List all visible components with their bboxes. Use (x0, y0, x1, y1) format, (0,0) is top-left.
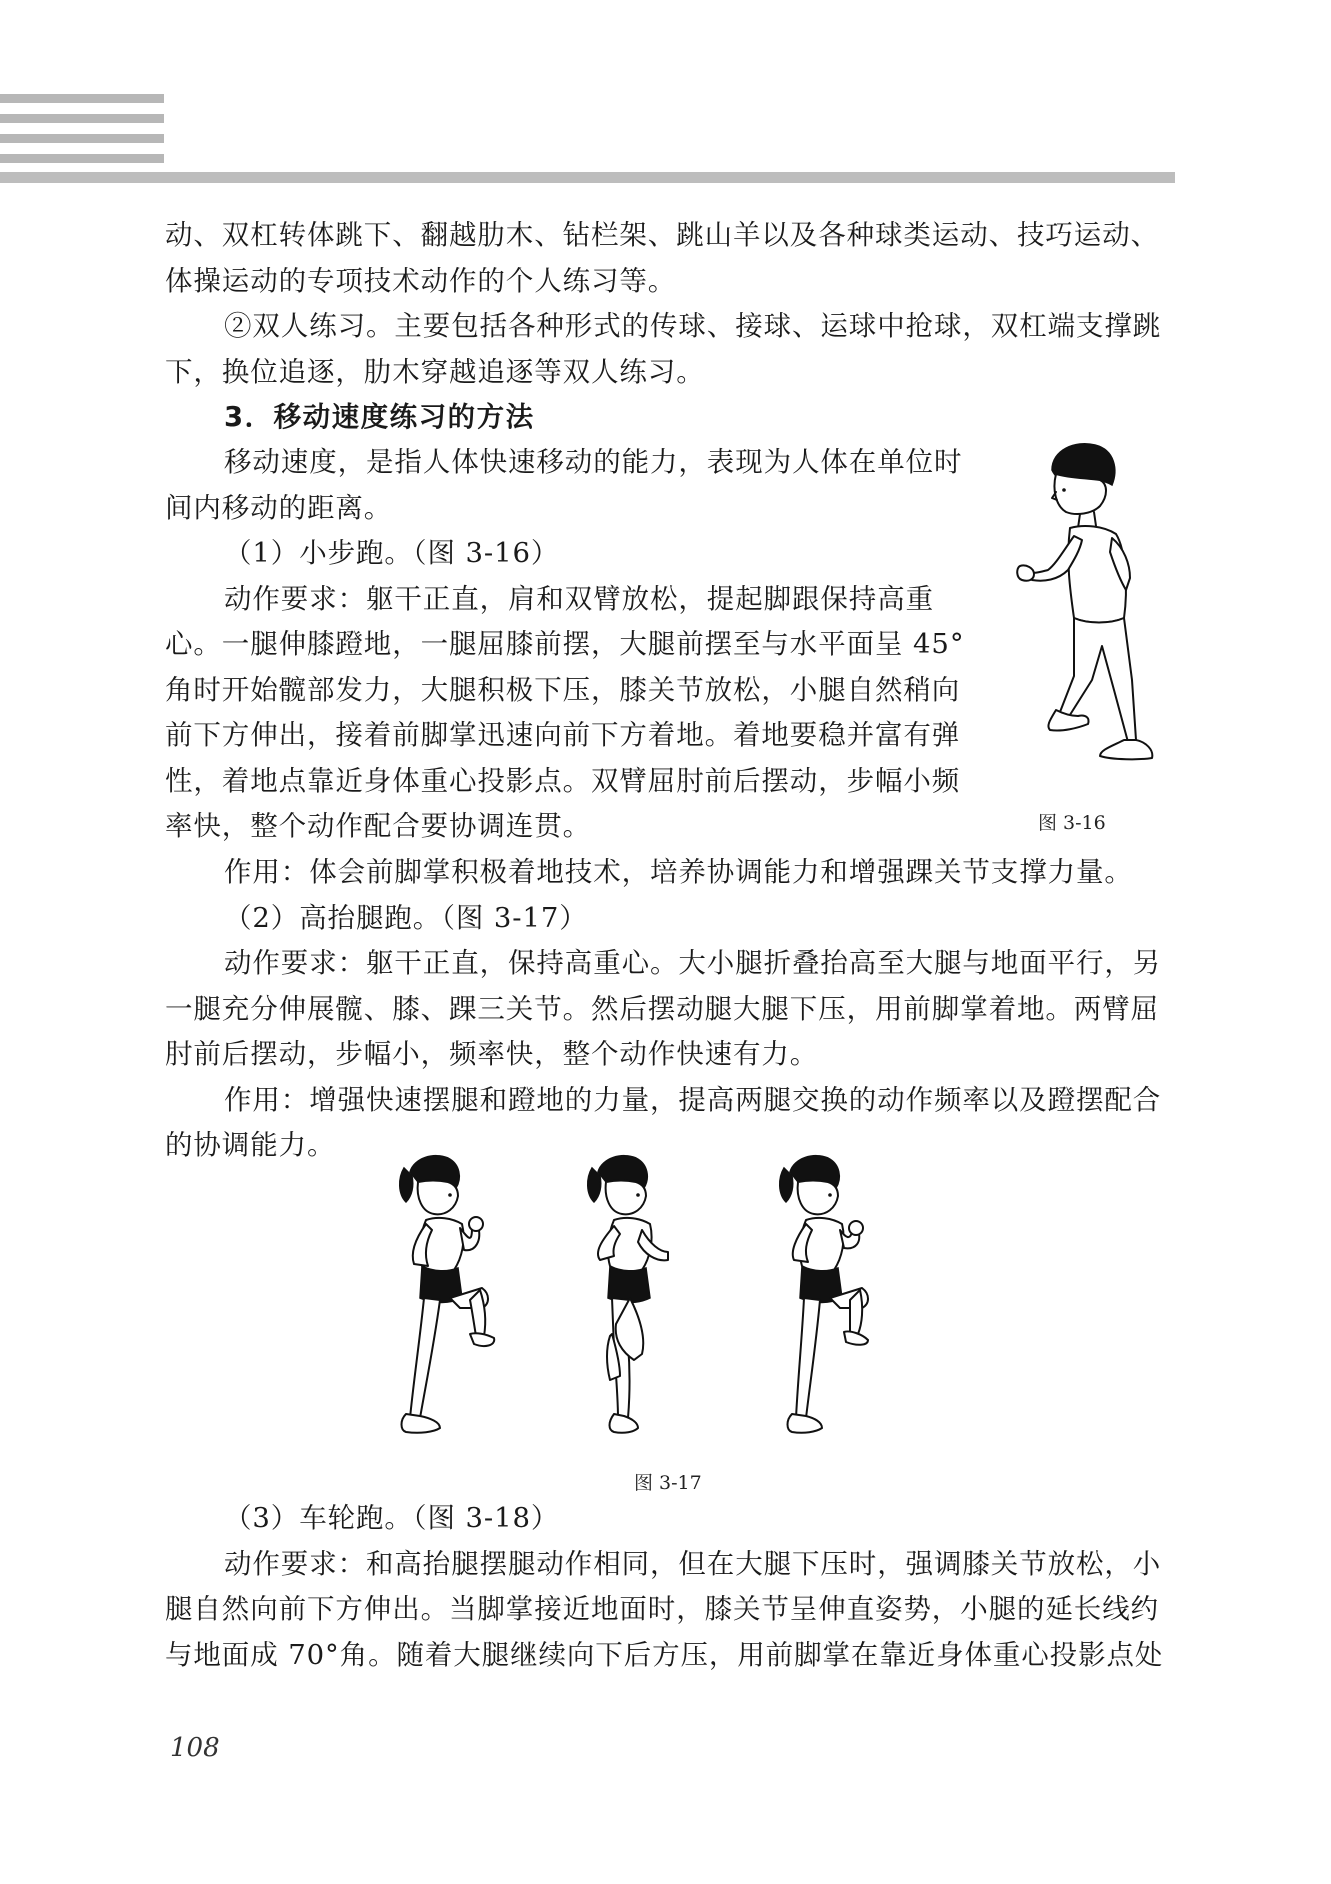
girls-high-knee-illustration (390, 1148, 950, 1458)
paragraph-line: 移动速度，是指人体快速移动的能力，表现为人体在单位时 (224, 446, 963, 478)
subsection-heading: （2）高抬腿跑。（图 3-17） (224, 901, 588, 934)
figure-3-17-caption: 图 3-17 (634, 1472, 702, 1494)
paragraph-line: 动、双杠转体跳下、翻越肋木、钻栏架、跳山羊以及各种球类运动、技巧运动、 (165, 219, 1159, 251)
body-text-small-step (165, 440, 985, 850)
paragraph-line: 率快，整个动作配合要协调连贯。 (165, 810, 591, 842)
paragraph-line: 肘前后摆动，步幅小，频率快，整个动作快速有力。 (165, 1038, 819, 1070)
boy-running-illustration (1000, 440, 1160, 790)
paragraph-line: 性，着地点靠近身体重心投影点。双臂屈肘前后摆动，步幅小频 (165, 764, 961, 797)
header-bar (0, 114, 164, 123)
paragraph-line: 间内移动的距离。 (165, 491, 393, 524)
figure-3-16-caption: 图 3-16 (1038, 812, 1106, 834)
paragraph-line: 一腿充分伸展髋、膝、踝三关节。然后摆动腿大腿下压，用前脚掌着地。两臂屈 (165, 992, 1159, 1025)
paragraph-line: 作用：体会前脚掌积极着地技术，培养协调能力和增强踝关节支撑力量。 (224, 856, 1133, 888)
subsection-heading: （3）车轮跑。（图 3-18） (224, 1502, 560, 1534)
paragraph-line: 动作要求：躯干正直，保持高重心。大小腿折叠抬高至大腿与地面平行，另 (224, 947, 1162, 979)
paragraph-line: 作用：增强快速摆腿和蹬地的力量，提高两腿交换的动作频率以及蹬摆配合 (224, 1083, 1162, 1116)
header-bar (0, 94, 164, 103)
page-number: 108 (170, 1733, 220, 1763)
body-text-wheel-run (165, 1496, 1175, 1678)
header-bar (0, 134, 164, 143)
paragraph-line: 与地面成 70°角。随着大腿继续向下后方压，用前脚掌在靠近身体重心投影点处 (165, 1638, 1164, 1671)
paragraph-line: 前下方伸出，接着前脚掌迅速向前下方着地。着地要稳并富有弹 (165, 719, 961, 751)
paragraph-line: ②双人练习。主要包括各种形式的传球、接球、运球中抢球，双杠端支撑跳 (224, 310, 1162, 342)
paragraph-line: 动作要求：躯干正直，肩和双臂放松，提起脚跟保持高重 (224, 582, 934, 615)
section-heading: 3．移动速度练习的方法 (224, 401, 535, 433)
paragraph-line: 动作要求：和高抬腿摆腿动作相同，但在大腿下压时，强调膝关节放松，小 (224, 1547, 1162, 1580)
subsection-heading: （1）小步跑。（图 3-16） (224, 537, 560, 569)
girl-figure-3 (780, 1156, 868, 1433)
paragraph-line: 角时开始髋部发力，大腿积极下压，膝关节放松，小腿自然稍向 (165, 673, 961, 706)
body-text-high-knee (165, 850, 1175, 1169)
header-rule (0, 172, 1175, 183)
paragraph-line: 下，换位追逐，肋木穿越追逐等双人练习。 (165, 355, 705, 388)
girl-figure-2 (588, 1156, 668, 1433)
header-bar (0, 154, 164, 163)
paragraph-line: 心。一腿伸膝蹬地，一腿屈膝前摆，大腿前摆至与水平面呈 45° (165, 628, 965, 660)
body-text-top (165, 213, 1175, 441)
header-decoration (0, 90, 1175, 185)
paragraph-line: 的协调能力。 (165, 1129, 336, 1161)
paragraph-line: 腿自然向前下方伸出。当脚掌接近地面时，膝关节呈伸直姿势，小腿的延长线约 (165, 1593, 1159, 1625)
figure-3-17-illustration (390, 1148, 950, 1458)
girl-figure-1 (400, 1156, 494, 1433)
figure-3-16-illustration (1000, 440, 1160, 790)
paragraph-line: 体操运动的专项技术动作的个人练习等。 (165, 264, 677, 297)
